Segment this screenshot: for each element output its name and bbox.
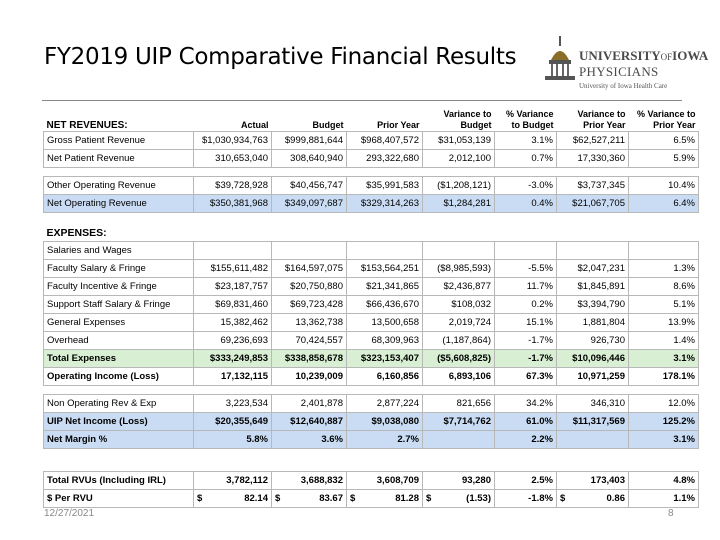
cell-budget: 10,239,009 — [272, 368, 347, 386]
cell-var-budget: $1,284,281 — [423, 195, 495, 213]
cell-budget: 70,424,557 — [272, 332, 347, 350]
cell-pct-var-prior: 12.0% — [629, 395, 699, 413]
table-row — [44, 132, 699, 150]
cell-pct-var-prior: 6.5% — [629, 132, 699, 150]
cell-pct-var-prior: 1.4% — [629, 332, 699, 350]
spacer-row — [44, 213, 699, 226]
cell-var-prior: $11,317,569 — [557, 413, 629, 431]
currency-symbol: $ — [560, 493, 566, 504]
cell-pct-var-budget: 11.7% — [495, 278, 557, 296]
cell-budget: 3,688,832 — [272, 472, 347, 490]
cell-var-budget: ($5,608,825) — [423, 350, 495, 368]
cell-var-prior: 10,971,259 — [557, 368, 629, 386]
cell-prior: $9,038,080 — [347, 413, 423, 431]
cell-prior: $153,564,251 — [347, 260, 423, 278]
cell-var-prior — [557, 490, 629, 508]
col-pct-variance-prior: % Variance to Prior Year — [636, 109, 696, 130]
cell-var-budget: ($8,985,593) — [423, 260, 495, 278]
col-prior-year: Prior Year — [377, 120, 420, 130]
cell-pct-var-budget: 15.1% — [495, 314, 557, 332]
cell-var-budget: 821,656 — [423, 395, 495, 413]
title-divider — [42, 100, 682, 101]
cell-pct-var-prior: 178.1% — [629, 368, 699, 386]
spacer-row — [44, 168, 699, 177]
per-rvu-row — [44, 490, 699, 508]
total-rvus-row — [44, 472, 699, 490]
table-row — [44, 332, 699, 350]
cell-actual: $1,030,934,763 — [194, 132, 272, 150]
cell-prior: $21,341,865 — [347, 278, 423, 296]
expenses-heading-row — [44, 225, 699, 242]
cell-var-prior: 926,730 — [557, 332, 629, 350]
cell-pct-var-budget: 0.7% — [495, 150, 557, 168]
cell-value: 82.14 — [244, 493, 268, 504]
cell-pct-var-budget: -1.7% — [495, 350, 557, 368]
cell-actual: 3,782,112 — [194, 472, 272, 490]
expenses-heading: EXPENSES: — [46, 227, 107, 239]
cell-budget — [272, 490, 347, 508]
salaries-heading: Salaries and Wages — [44, 242, 194, 260]
col-budget: Budget — [312, 120, 344, 130]
cell-pct-var-budget: 0.4% — [495, 195, 557, 213]
cell-budget: $69,723,428 — [272, 296, 347, 314]
cell-actual: $333,249,853 — [194, 350, 272, 368]
cell-prior: $66,436,670 — [347, 296, 423, 314]
capitol-dome-icon — [543, 36, 577, 84]
cell-var-budget — [423, 490, 495, 508]
operating-income-row — [44, 368, 699, 386]
slide-title: FY2019 UIP Comparative Financial Results — [44, 44, 517, 70]
cell-budget: $349,097,687 — [272, 195, 347, 213]
cell-var-prior: 17,330,360 — [557, 150, 629, 168]
cell-actual: 15,382,462 — [194, 314, 272, 332]
cell-prior — [347, 490, 423, 508]
cell-pct-var-prior: 8.6% — [629, 278, 699, 296]
cell-pct-var-prior: 1.3% — [629, 260, 699, 278]
logo-university-text: UNIVERSITYOFIOWA — [579, 48, 709, 63]
spacer-row — [44, 449, 699, 472]
cell-budget: 2,401,878 — [272, 395, 347, 413]
cell-var-budget: $31,053,139 — [423, 132, 495, 150]
cell-actual: 310,653,040 — [194, 150, 272, 168]
cell-var-budget: 2,012,100 — [423, 150, 495, 168]
cell-actual: $20,355,649 — [194, 413, 272, 431]
row-label: General Expenses — [44, 314, 194, 332]
cell-pct-var-prior: 10.4% — [629, 177, 699, 195]
cell-pct-var-prior: 5.9% — [629, 150, 699, 168]
cell-var-budget: $7,714,762 — [423, 413, 495, 431]
cell-budget: $338,858,678 — [272, 350, 347, 368]
cell-var-prior: $10,096,446 — [557, 350, 629, 368]
cell-prior: 13,500,658 — [347, 314, 423, 332]
cell-budget: $40,456,747 — [272, 177, 347, 195]
cell-var-prior: $3,737,345 — [557, 177, 629, 195]
row-label: Total RVUs (Including IRL) — [44, 472, 194, 490]
cell-actual: 3,223,534 — [194, 395, 272, 413]
table-row — [44, 260, 699, 278]
row-label: $ Per RVU — [44, 490, 194, 508]
cell-pct-var-budget: 2.5% — [495, 472, 557, 490]
cell-prior: 68,309,963 — [347, 332, 423, 350]
cell-pct-var-budget: -3.0% — [495, 177, 557, 195]
cell-budget: $999,881,644 — [272, 132, 347, 150]
currency-symbol: $ — [350, 493, 356, 504]
logo-health-care-text: University of Iowa Health Care — [579, 82, 668, 90]
cell-var-budget: ($1,208,121) — [423, 177, 495, 195]
col-pct-variance-budget: % Variance to Budget — [505, 109, 554, 130]
cell-prior: 3,608,709 — [347, 472, 423, 490]
cell-pct-var-budget: -1.8% — [495, 490, 557, 508]
row-label: Faculty Salary & Fringe — [44, 260, 194, 278]
net-revenues-heading: NET REVENUES: — [46, 120, 128, 131]
salaries-heading-row — [44, 242, 699, 260]
cell-pct-var-budget: -1.7% — [495, 332, 557, 350]
cell-var-budget: 6,893,106 — [423, 368, 495, 386]
cell-budget: 13,362,738 — [272, 314, 347, 332]
row-label: Faculty Incentive & Fringe — [44, 278, 194, 296]
cell-budget: $20,750,880 — [272, 278, 347, 296]
table-row — [44, 314, 699, 332]
cell-budget: 308,640,940 — [272, 150, 347, 168]
cell-value: (1.53) — [466, 493, 491, 504]
row-label: Non Operating Rev & Exp — [44, 395, 194, 413]
cell-pct-var-budget: 61.0% — [495, 413, 557, 431]
cell-pct-var-prior: 3.1% — [629, 350, 699, 368]
cell-pct-var-prior: 13.9% — [629, 314, 699, 332]
row-label: Net Operating Revenue — [44, 195, 194, 213]
financial-results-table — [43, 109, 699, 508]
cell-var-prior: $2,047,231 — [557, 260, 629, 278]
cell-prior: $329,314,263 — [347, 195, 423, 213]
cell-prior: 293,322,680 — [347, 150, 423, 168]
footer-date: 12/27/2021 — [44, 508, 95, 519]
cell-value: 0.86 — [606, 493, 625, 504]
cell-value: 81.28 — [395, 493, 419, 504]
row-label: Net Patient Revenue — [44, 150, 194, 168]
row-label: Overhead — [44, 332, 194, 350]
cell-actual: 17,132,115 — [194, 368, 272, 386]
cell-pct-var-prior: 6.4% — [629, 195, 699, 213]
currency-symbol: $ — [275, 493, 281, 504]
cell-var-budget: 2,019,724 — [423, 314, 495, 332]
cell-var-prior: $3,394,790 — [557, 296, 629, 314]
currency-symbol: $ — [426, 493, 432, 504]
cell-actual: $350,381,968 — [194, 195, 272, 213]
net-margin-row — [44, 431, 699, 449]
row-label: Other Operating Revenue — [44, 177, 194, 195]
cell-actual: $39,728,928 — [194, 177, 272, 195]
cell-budget: 3.6% — [272, 431, 347, 449]
cell-var-prior: $1,845,891 — [557, 278, 629, 296]
table-row — [44, 150, 699, 168]
cell-pct-var-prior: 1.1% — [629, 490, 699, 508]
col-variance-prior: Variance to Prior Year — [577, 109, 626, 130]
cell-pct-var-budget: 0.2% — [495, 296, 557, 314]
row-label: Gross Patient Revenue — [44, 132, 194, 150]
cell-var-prior: 173,403 — [557, 472, 629, 490]
cell-var-prior: 1,881,804 — [557, 314, 629, 332]
table-row — [44, 177, 699, 195]
cell-var-budget — [423, 431, 495, 449]
row-label: Total Expenses — [44, 350, 194, 368]
cell-pct-var-prior: 4.8% — [629, 472, 699, 490]
cell-var-budget: $2,436,877 — [423, 278, 495, 296]
col-variance-budget: Variance to Budget — [443, 109, 492, 130]
cell-var-prior: $62,527,211 — [557, 132, 629, 150]
cell-actual: 69,236,693 — [194, 332, 272, 350]
cell-var-prior — [557, 431, 629, 449]
table-row — [44, 395, 699, 413]
cell-actual — [194, 490, 272, 508]
logo-physicians-text: PHYSICIANS — [579, 64, 659, 79]
university-logo — [543, 36, 709, 96]
cell-pct-var-budget: -5.5% — [495, 260, 557, 278]
table-row — [44, 278, 699, 296]
row-label: Support Staff Salary & Fringe — [44, 296, 194, 314]
currency-symbol: $ — [197, 493, 203, 504]
net-operating-revenue-row — [44, 195, 699, 213]
page-number: 8 — [668, 508, 674, 519]
cell-prior: 6,160,856 — [347, 368, 423, 386]
cell-prior: $323,153,407 — [347, 350, 423, 368]
cell-pct-var-budget: 3.1% — [495, 132, 557, 150]
table-header-row — [44, 109, 699, 132]
cell-prior: $968,407,572 — [347, 132, 423, 150]
cell-pct-var-budget: 2.2% — [495, 431, 557, 449]
cell-prior: 2.7% — [347, 431, 423, 449]
cell-pct-var-budget: 67.3% — [495, 368, 557, 386]
table-row — [44, 296, 699, 314]
cell-value: 83.67 — [319, 493, 343, 504]
cell-pct-var-budget: 34.2% — [495, 395, 557, 413]
cell-actual: $69,831,460 — [194, 296, 272, 314]
total-expenses-row — [44, 350, 699, 368]
row-label: Net Margin % — [44, 431, 194, 449]
cell-pct-var-prior: 125.2% — [629, 413, 699, 431]
cell-var-prior: 346,310 — [557, 395, 629, 413]
cell-var-prior: $21,067,705 — [557, 195, 629, 213]
cell-budget: $12,640,887 — [272, 413, 347, 431]
cell-prior: 2,877,224 — [347, 395, 423, 413]
cell-var-budget: (1,187,864) — [423, 332, 495, 350]
row-label: UIP Net Income (Loss) — [44, 413, 194, 431]
cell-actual: $23,187,757 — [194, 278, 272, 296]
cell-prior: $35,991,583 — [347, 177, 423, 195]
spacer-row — [44, 386, 699, 395]
cell-pct-var-prior: 3.1% — [629, 431, 699, 449]
net-income-row — [44, 413, 699, 431]
col-actual: Actual — [240, 120, 269, 130]
cell-var-budget: $108,032 — [423, 296, 495, 314]
cell-budget: $164,597,075 — [272, 260, 347, 278]
row-label: Operating Income (Loss) — [44, 368, 194, 386]
cell-var-budget: 93,280 — [423, 472, 495, 490]
cell-actual: 5.8% — [194, 431, 272, 449]
cell-actual: $155,611,482 — [194, 260, 272, 278]
cell-pct-var-prior: 5.1% — [629, 296, 699, 314]
